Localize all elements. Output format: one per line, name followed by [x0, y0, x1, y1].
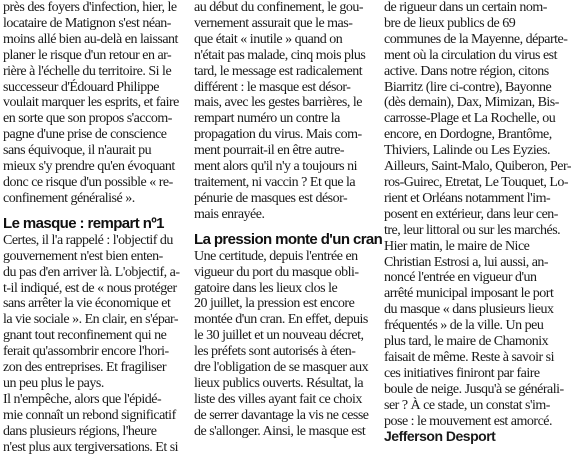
text-line: de s'allonger. Ainsi, le masque est	[194, 423, 366, 439]
text-line: moins allé bien au-delà en laissant	[3, 31, 178, 47]
text-line: gnant tout reconfinement qui ne	[3, 328, 167, 344]
text-line: boule de neige. Jusqu'à se générali-	[384, 381, 564, 397]
text-line: zon des entreprises. Et fragiliser	[3, 360, 166, 376]
text-line: posent en extérieur, dans leur cen-	[384, 206, 558, 222]
text-line: plus tard, le maire de Chamonix	[384, 334, 549, 350]
text-line: noncé l'entrée en vigueur d'un	[384, 270, 537, 286]
text-line: Certes, il l'a rappelé : l'objectif du	[3, 232, 173, 248]
text-line: encore, en Dordogne, Brantôme,	[384, 127, 552, 143]
section-spacer	[3, 207, 189, 215]
section-spacer	[194, 223, 374, 231]
text-line: ment pourrait-il en être autre-	[194, 143, 345, 159]
section-heading: La pression monte d'un cran	[194, 230, 383, 248]
text-line: 20 juillet, la pression est encore	[194, 296, 355, 312]
text-line: pénurie de masques est désor-	[194, 190, 348, 206]
text-line: Il n'empêche, alors que l'épidé-	[3, 391, 162, 407]
text-line: près des foyers d'infection, hier, le	[3, 0, 177, 15]
text-line: rière à l'échelle du territoire. Si le	[3, 63, 172, 79]
text-line: vernement assurait que le mas-	[194, 15, 353, 31]
text-line: sans équivoque, il n'aurait pu	[3, 143, 152, 159]
text-line: de serrer davantage la vis ne cesse	[194, 407, 369, 423]
text-line: dans plusieurs régions, l'heure	[3, 423, 157, 439]
text-line: que était « inutile » quand on	[194, 31, 343, 47]
text-line: (dès demain), Dax, Mimizan, Bis-	[384, 95, 559, 111]
text-line: un peu plus le pays.	[3, 375, 104, 391]
text-line: confinement généralisé ».	[3, 190, 135, 206]
text-line: voulait marquer les esprits, et faire	[3, 95, 179, 111]
text-line: mais enrayée.	[194, 206, 265, 222]
text-line: dre l'obligation de se masquer aux	[194, 360, 369, 376]
text-line: gouvernement n'est bien enten-	[3, 248, 163, 264]
text-line: ment alors qu'il n'y a toujours ni	[194, 159, 358, 175]
text-line: gatoire dans les lieux clos le	[194, 280, 338, 296]
text-line: t-il indiqué, est de « nous protéger	[3, 280, 177, 296]
text-line: rempart numéro un contre la	[194, 111, 340, 127]
text-line: du pas d'en arriver là. L'objectif, a-	[3, 264, 180, 280]
text-line: du masque « dans plusieurs lieux	[384, 302, 554, 318]
text-line: ces initiatives finiront par faire	[384, 365, 540, 381]
text-line: le 30 juillet et un nouveau décret,	[194, 328, 364, 344]
text-line: Biarritz (lire ci-contre), Bayonne	[384, 79, 552, 95]
text-line: sans arrêter la vie économique et	[3, 296, 171, 312]
text-line: rient et Orléans notamment l'im-	[384, 190, 551, 206]
text-line: successeur d'Édouard Philippe	[3, 79, 159, 95]
text-line: locataire de Matignon s'est néan-	[3, 15, 171, 31]
text-line: carrosse-Plage et La Rochelle, ou	[384, 111, 556, 127]
text-line: ros-Guirec, Etretat, Le Touquet, Lo-	[384, 174, 569, 190]
text-line: différent : le masque est désor-	[194, 79, 351, 95]
text-line: en sorte que son propos s'accom-	[3, 111, 172, 127]
text-line: Une certitude, depuis l'entrée en	[194, 248, 358, 264]
article-column-3	[384, 0, 571, 445]
text-line: propagation du virus. Mais com-	[194, 127, 362, 143]
text-line: n'était pas malade, cinq mois plus	[194, 47, 366, 63]
text-line: mais, avec les gestes barrières, le	[194, 95, 362, 111]
author-signature: Jefferson Desport	[384, 428, 496, 445]
text-line: active. Dans notre région, citons	[384, 63, 549, 79]
text-line: pagne d'une prise de conscience	[3, 127, 167, 143]
text-line: fréquentés » de la ville. Un peu	[384, 318, 544, 334]
text-line: bre de lieux publics de 69	[384, 15, 516, 31]
text-line: ferait qu'assombrir encore l'hori-	[3, 344, 169, 360]
text-line: au début du confinement, le gou-	[194, 0, 364, 15]
text-line: traitement, ni vaccin ? Et que la	[194, 174, 356, 190]
text-line: la vie sociale ». En clair, en s'épar-	[3, 312, 179, 328]
text-line: pose : le mouvement est amorcé.	[384, 413, 552, 429]
text-line: communes de la Mayenne, départe-	[384, 31, 568, 47]
text-line: Christian Estrosi a, lui aussi, an-	[384, 254, 549, 270]
text-line: n'est plus aux tergiversations. Et si	[3, 439, 179, 455]
text-line: faisait de même. Reste à savoir si	[384, 349, 554, 365]
text-line: mieux s'y prendre qu'en évoquant	[3, 159, 175, 175]
text-line: tard, le message est radicalement	[194, 63, 363, 79]
text-line: planer le risque d'un retour en ar-	[3, 47, 172, 63]
text-line: arrêté municipal imposant le port	[384, 286, 554, 302]
text-line: vigueur du port du masque obli-	[194, 264, 359, 280]
text-line: tre, leur littoral ou sur les marchés.	[384, 222, 561, 238]
text-line: montée d'un cran. En effet, depuis	[194, 312, 368, 328]
article-column-2	[194, 0, 383, 439]
text-line: lieux publics ouverts. Résultat, la	[194, 375, 364, 391]
text-line: ment où la circulation du virus est	[384, 47, 558, 63]
text-line: de rigueur dans un certain nom-	[384, 0, 547, 15]
text-line: donc ce risque d'un possible « re-	[3, 174, 173, 190]
text-line: mie connaît un rebond significatif	[3, 407, 176, 423]
section-heading: Le masque : rempart nº1	[3, 214, 164, 232]
text-line: Thiviers, Lalinde ou Les Eyzies.	[384, 143, 550, 159]
text-line: Ailleurs, Saint-Malo, Quiberon, Per-	[384, 159, 571, 175]
text-line: ser ? À ce stade, un constat s'im-	[384, 397, 550, 413]
text-line: Hier matin, le maire de Nice	[384, 238, 530, 254]
article-column-1	[3, 0, 189, 455]
text-line: les préfets sont autorisés à éten-	[194, 344, 356, 360]
text-line: liste des villes ayant fait ce choix	[194, 391, 362, 407]
